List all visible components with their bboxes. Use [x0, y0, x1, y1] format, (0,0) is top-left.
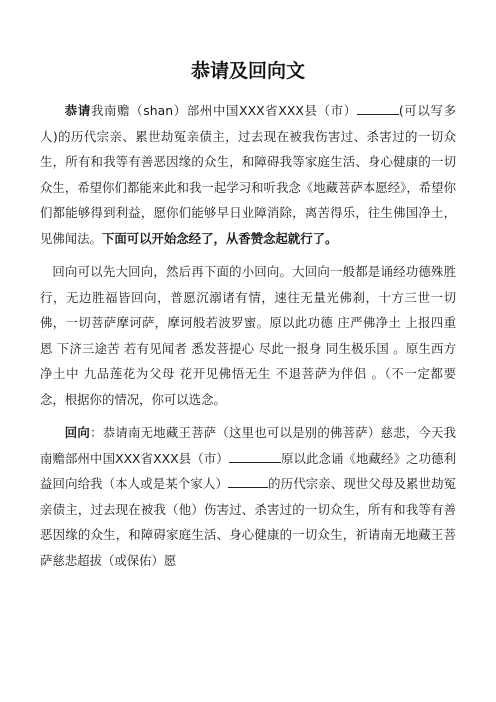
invitation-text-a: 我南赡（shan）部州中国XXX省XXX县（市） — [90, 103, 357, 118]
invitation-text-b: (可以写多人)的历代宗亲、累世劫冤亲债主，过去现在被我伤害过、杀害过的一切众生，所有和我等有善恶因缘的众生，和障碍我等家庭生活、身心健康的一切众生，希望你们都能来此和我一起学习和听我念《地藏菩萨本愿经》，希望你们都能够得到利益，愿你们能够早日业障消除，离苦得乐，往生佛国净土，见佛闻法。 — [40, 103, 456, 246]
dedication-text-b: 原以此念诵《地藏经》之功德利益回向给我（本人或是某个家人） — [40, 450, 457, 491]
dedication-paragraph — [40, 420, 456, 573]
page-title: 恭请及回向文 — [190, 60, 305, 82]
name-blank-2[interactable] — [229, 450, 281, 463]
name-blank-1[interactable] — [357, 102, 399, 115]
dedication-lead: 回向 — [64, 425, 91, 440]
name-blank-3[interactable] — [228, 475, 268, 488]
invitation-paragraph — [40, 98, 456, 251]
dedication-text-c: 的历代宗亲、现世父母及累世劫冤亲债主，过去现在被我（他）伤害过、杀害过的一切众生，所有和我等有善恶因缘的众生，和障碍家庭生活、身心健康的一切众生，祈请南无地藏王菩萨慈悲超拔（或保佑）愿 — [40, 476, 456, 568]
invitation-lead: 恭请 — [64, 103, 91, 118]
invitation-text-c: 下面可以开始念经了，从香赞念起就行了。 — [101, 230, 338, 246]
dedication-text-a: ：恭请南无地藏王菩萨（这里也可以是别的佛菩萨）慈悲，今天我南赡部州中国XXX省XXX县（市） — [40, 425, 457, 466]
dedication-intro-paragraph: 回向可以先大回向，然后再下面的小回向。大回向一般都是诵经功德殊胜行，无边胜福皆回向，普愿沉溺诸有情，速往无量光佛刹，十方三世一切佛，一切菩萨摩诃萨，摩诃般若波罗蜜。原以此功德 庄严佛净土 上报四重恩 下济三途苦 若有见闻者 悉发菩提心 尽此一报身 同生极乐国 。原生西方净土中 九品莲花为父母 花开见佛悟无生 不退菩萨为伴侣 。（不一定都要念，根据你的情况，你可以选念。 — [40, 264, 456, 407]
